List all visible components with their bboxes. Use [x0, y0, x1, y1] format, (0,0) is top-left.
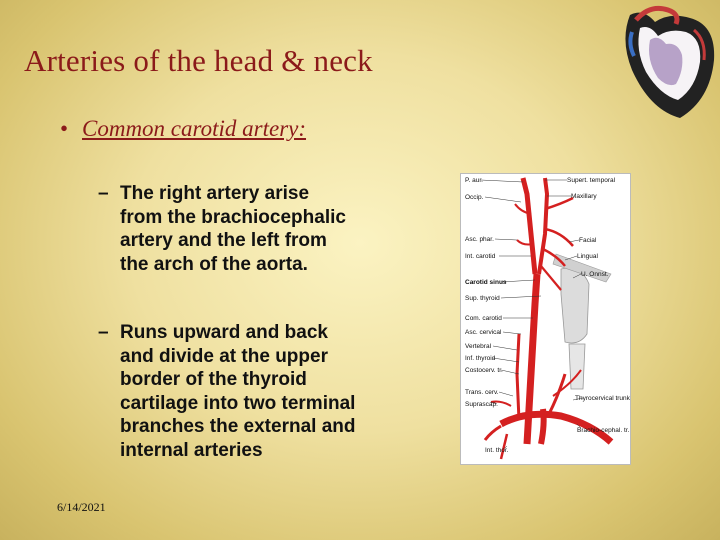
label-inf-thyroid: Inf. thyroid [465, 355, 496, 362]
sub-bullet-dash: – [98, 183, 109, 204]
bullet-text: Common carotid artery: [82, 116, 307, 141]
sub-bullet-line: The right artery arise [120, 183, 310, 204]
sub-bullet-line: internal arteries [120, 439, 263, 461]
label-suprascap: Suprascap. [465, 401, 498, 408]
sub-bullet-line: artery and the left from [120, 230, 327, 251]
sub-bullet-line: Runs upward and back [120, 322, 328, 343]
label-com-carotid: Com. carotid [465, 315, 502, 322]
sub-bullet-line: from the brachiocephalic [120, 206, 346, 228]
label-asc-cervical: Asc. cervical [465, 329, 502, 336]
label-facial: Facial [579, 237, 597, 244]
label-costocerv: Costocerv. tr. [465, 367, 503, 374]
label-brachiocephalic: Brachio-cephal. tr. [577, 427, 630, 434]
label-maxillary: Maxillary [571, 193, 597, 200]
sub-bullet-line: cartilage into two terminal [120, 392, 356, 414]
slide-date: 6/14/2021 [57, 500, 106, 514]
slide-title: Arteries of the head & neck [24, 43, 373, 78]
arteries-diagram [460, 173, 631, 465]
main-bullet [60, 116, 306, 142]
label-asc-phar: Asc. phar. [465, 236, 494, 243]
sub-bullet-line: border of the thyroid [120, 369, 307, 390]
label-supert-temporal: Supert. temporal [567, 177, 616, 184]
label-sup-thyroid: Sup. thyroid [465, 295, 500, 302]
label-int-thor: Int. thor. [485, 447, 509, 454]
sub-bullet-dash: – [98, 322, 109, 343]
sub-bullet-line: and divide at the upper [120, 345, 328, 367]
label-p-aur: P. aur. [465, 177, 483, 184]
label-u-onnst: U. Onnst. [581, 271, 609, 278]
label-vertebral: Vertebral [465, 343, 492, 350]
sub-bullet-line: the arch of the aorta. [120, 253, 308, 275]
sub-bullet-line: branches the external and [120, 416, 356, 437]
label-lingual: Lingual [577, 253, 598, 260]
label-trans-cerv: Trans. cerv. [465, 389, 499, 396]
label-carotid-sinus: Carotid sinus [465, 279, 507, 286]
label-thyrocervical-trunk: Thyrocervical trunk [575, 395, 630, 402]
heart-anatomy-icon [610, 0, 720, 120]
bullet-symbol: • [60, 116, 69, 141]
label-occip: Occip. [465, 194, 484, 201]
label-int-carotid: Int. carotid [465, 253, 496, 260]
